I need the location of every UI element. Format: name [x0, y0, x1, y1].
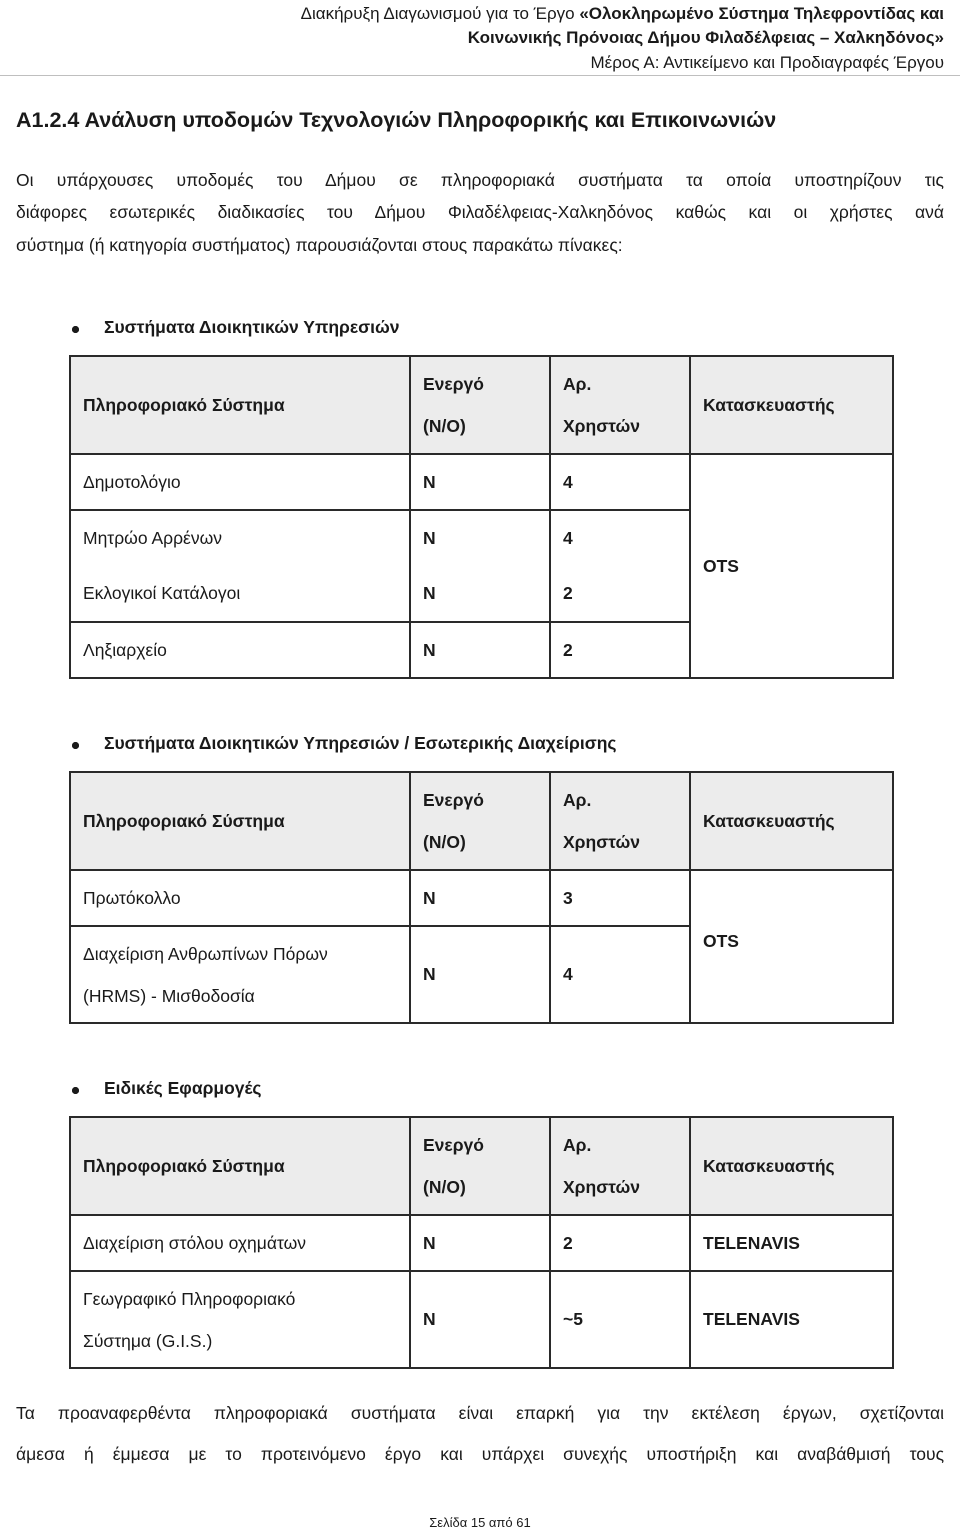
table-header-row: [70, 772, 893, 870]
table-internal-management: [69, 771, 894, 1024]
bullet-icon: [72, 1087, 79, 1094]
closing-line-1: Τα προαναφερθέντα πληροφοριακά συστήματα είναι επαρκή για την εκτέλεση έργων, σχετίζονται: [16, 1403, 944, 1423]
col-header-vendor: Κατασκευαστής: [690, 1117, 893, 1215]
col-header-users: Αρ. Χρηστών: [550, 772, 690, 870]
table-header-row: [70, 1117, 893, 1215]
col-header-vendor: Κατασκευαστής: [690, 772, 893, 870]
closing-line-2: άμεσα ή έμμεσα με το προτεινόμενο έργο και υπάρχει συνεχής υποστήριξη και αναβάθμισή τους: [16, 1444, 944, 1464]
intro-line-1: Οι υπάρχουσες υποδομές του Δήμου σε πληροφοριακά συστήματα τα οποία υποστηρίζουν τις: [16, 170, 944, 190]
header-line-3: Μέρος Α: Αντικείμενο και Προδιαγραφές Έργου: [590, 53, 944, 72]
table-row: Εκλογικοί Κατάλογοι Ν 2: [70, 566, 893, 622]
section-title: Α1.2.4 Ανάλυση υποδομών Τεχνολογιών Πληροφορικής και Επικοινωνιών: [16, 108, 777, 132]
col-header-active: Ενεργό (Ν/Ο): [410, 356, 550, 454]
table-row: Διαχείριση στόλου οχημάτων Ν 2 TELENAVIS: [70, 1215, 893, 1271]
col-header-system: Πληροφοριακό Σύστημα: [70, 1117, 410, 1215]
col-header-system: Πληροφοριακό Σύστημα: [70, 356, 410, 454]
table-row: Ληξιαρχείο Ν 2: [70, 622, 893, 678]
intro-line-2: διάφορες εσωτερικές διαδικασίες του Δήμου Φιλαδέλφειας-Χαλκηδόνος καθώς και οι χρήστες ανά: [16, 202, 944, 222]
bullet-icon: [72, 326, 79, 333]
page-number: Σελίδα 15 από 61: [429, 1515, 531, 1530]
col-header-users: Αρ. Χρηστών: [550, 1117, 690, 1215]
col-header-system: Πληροφοριακό Σύστημα: [70, 772, 410, 870]
table-row: Διαχείριση Ανθρωπίνων Πόρων (HRMS) - Μισθοδοσία Ν 4: [70, 926, 893, 1023]
vendor-cell: OTS: [690, 454, 893, 678]
table-row: Πρωτόκολλο Ν 3 OTS: [70, 870, 893, 926]
table-header-row: [70, 356, 893, 454]
col-header-active: Ενεργό (Ν/Ο): [410, 772, 550, 870]
bullet-icon: [72, 742, 79, 749]
table-admin-services: [69, 355, 894, 679]
vendor-cell: OTS: [690, 870, 893, 1023]
table-row: Μητρώο Αρρένων Ν 4: [70, 510, 893, 566]
header-line-1: Διακήρυξη Διαγωνισμού για το Έργο «Ολοκληρωμένο Σύστημα Τηλεφροντίδας και: [300, 4, 944, 23]
col-header-active: Ενεργό (Ν/Ο): [410, 1117, 550, 1215]
col-header-vendor: Κατασκευαστής: [690, 356, 893, 454]
page-header: [0, 0, 960, 76]
col-header-users: Αρ. Χρηστών: [550, 356, 690, 454]
header-line-2: Κοινωνικής Πρόνοιας Δήμου Φιλαδέλφειας – Χαλκηδόνος»: [467, 28, 944, 47]
table-row: Γεωγραφικό Πληροφοριακό Σύστημα (G.I.S.) Ν ~5 TELENAVIS: [70, 1271, 893, 1368]
table-row: Δημοτολόγιο Ν 4 OTS: [70, 454, 893, 510]
intro-line-3: σύστημα (ή κατηγορία συστήματος) παρουσιάζονται στους παρακάτω πίνακες:: [16, 235, 623, 255]
table-special-apps: [69, 1116, 894, 1369]
